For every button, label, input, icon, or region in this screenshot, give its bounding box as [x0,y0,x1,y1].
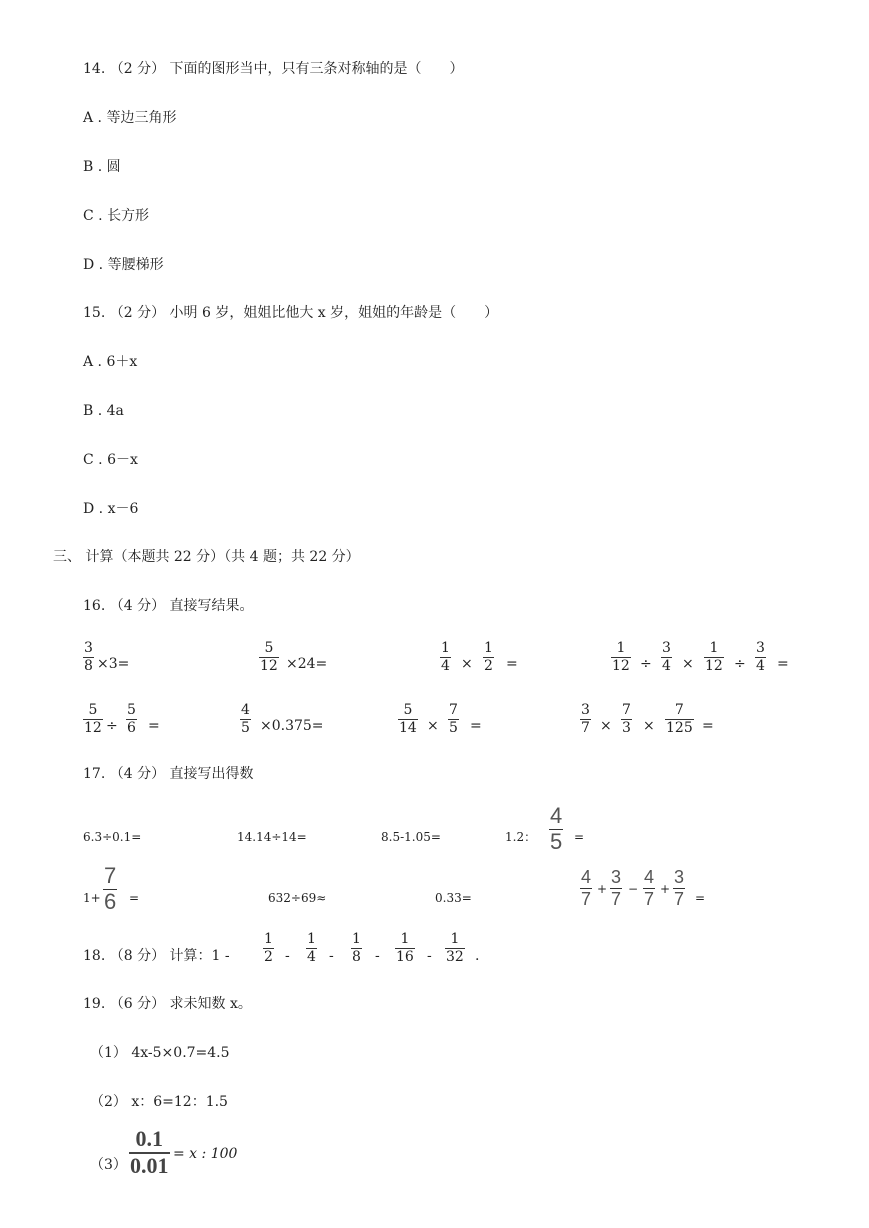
q14-option-d[interactable]: D . 等腰梯形 [83,257,164,273]
denominator: 4 [307,949,316,965]
q16-r2-a-op: ÷ [106,718,118,734]
q19-part-3-label: （3） [90,1157,127,1173]
q15-option-b[interactable]: B . 4a [83,403,124,419]
q16-r2-b-fraction [240,703,251,735]
numerator: 3 [756,640,765,656]
q16-r2-a2-fraction [126,703,137,735]
q16-r1-d-op2: × [682,656,694,672]
q16-r1-b-fraction [259,641,279,673]
q14-option-a[interactable]: A . 等边三角形 [83,110,177,126]
q17-item-h-eq: = [695,891,706,905]
numerator: 1 [616,640,626,656]
q16-r2-d3-fraction [665,703,694,735]
q19-part-3-fraction [129,1128,170,1177]
denominator: 2 [264,949,273,965]
q18-fraction-5 [445,932,465,964]
denominator: 12 [84,720,102,736]
q14-option-c[interactable]: C . 长方形 [83,208,150,224]
q16-r1-d3-fraction [704,641,724,673]
denominator: 3 [622,720,631,736]
q15-option-d[interactable]: D . x－6 [83,501,139,517]
numerator: 3 [581,702,590,718]
denominator: 5 [550,829,563,854]
q17-item-b: 14.14÷14= [237,830,307,844]
q19-part-2: （2） x：6=12：1.5 [90,1094,228,1110]
q16-r2-a1-fraction [83,703,103,735]
numerator: 1 [264,931,273,947]
numerator: 1 [709,640,719,656]
q19-stem: 19. （6 分） 求未知数 x。 [83,996,252,1012]
numerator: 3 [611,867,622,887]
denominator: 7 [581,889,592,909]
numerator: 1 [400,931,410,947]
q16-r1-a-tail: ×3= [97,656,130,672]
q17-item-e-prefix: 1+ [83,891,101,905]
q18-op-3: - [375,948,380,964]
denominator: 14 [399,720,417,736]
numerator: 1 [352,931,361,947]
q16-r1-b-tail: ×24= [286,656,328,672]
q16-r2-c1-fraction [398,703,418,735]
q16-r1-a-fraction [83,641,94,673]
q17-item-e-eq: = [129,891,140,905]
denominator: 125 [666,720,693,736]
q16-r1-d-op1: ÷ [640,656,652,672]
q17-stem: 17. （4 分） 直接写出得数 [83,766,254,782]
q17-item-d-prefix: 1.2： [505,830,537,844]
q17-item-g: 0.33= [435,891,472,905]
numerator: 3 [662,640,671,656]
q16-r2-d-op2: × [643,718,655,734]
q18-fraction-2 [306,932,317,964]
q16-r1-c2-fraction [483,641,494,673]
q18-op-4: - [427,948,432,964]
q16-r1-d4-fraction [755,641,766,673]
q15-option-a[interactable]: A . 6＋x [83,354,138,370]
q17-item-e-fraction [103,865,117,913]
denominator: 4 [662,658,671,674]
numerator: 5 [403,702,413,718]
q17-item-a: 6.3÷0.1= [83,830,142,844]
denominator: 32 [446,949,464,965]
numerator: 1 [307,931,316,947]
q16-stem: 16. （4 分） 直接写结果。 [83,598,254,614]
q19-part-1: （1） 4x-5×0.7=4.5 [90,1045,230,1061]
denominator: 16 [396,949,414,965]
denominator: 4 [441,658,450,674]
denominator: 7 [611,889,622,909]
denominator: 0.01 [130,1153,169,1178]
numerator: 1 [484,640,493,656]
numerator: 7 [674,702,684,718]
q14-option-b[interactable]: B . 圆 [83,159,121,175]
denominator: 7 [644,889,655,909]
q19-part-3-tail: = x : 100 [173,1146,238,1162]
q17-item-h-op2: − [628,882,639,896]
q18-fraction-4 [395,932,415,964]
q17-item-f: 632÷69≈ [268,891,327,905]
q16-r1-c-op: × [461,656,473,672]
q17-item-h4-fraction [673,868,685,908]
q17-item-c: 8.5-1.05= [381,830,441,844]
numerator: 4 [241,702,250,718]
denominator: 4 [756,658,765,674]
q18-op-2: - [329,948,334,964]
section-3-heading: 三、 计算（本题共 22 分）（共 4 题；共 22 分） [53,549,360,565]
q17-item-h3-fraction [643,868,655,908]
denominator: 2 [484,658,493,674]
numerator: 4 [581,867,592,887]
q16-r2-d1-fraction [580,703,591,735]
q16-r2-c-eq: = [470,718,482,734]
denominator: 6 [104,889,117,914]
q17-item-d-fraction [549,805,563,853]
denominator: 7 [581,720,590,736]
q16-r1-d1-fraction [611,641,631,673]
denominator: 12 [612,658,630,674]
numerator: 5 [264,640,274,656]
numerator: 4 [644,867,655,887]
numerator: 5 [127,702,136,718]
q16-r2-c-op: × [427,718,439,734]
numerator: 5 [88,702,98,718]
q17-item-d-eq: = [574,830,585,844]
q16-r1-d2-fraction [661,641,672,673]
q16-r1-c1-fraction [440,641,451,673]
q16-r1-d-eq: = [777,656,789,672]
q16-r2-d-eq: = [702,718,714,734]
q15-stem: 15. （2 分） 小明 6 岁，姐姐比他大 x 岁，姐姐的年龄是（ ） [83,305,499,321]
q17-item-h-op1: + [597,882,608,896]
q17-item-h2-fraction [610,868,622,908]
numerator: 0.1 [135,1126,163,1151]
denominator: 12 [705,658,723,674]
numerator: 3 [84,640,93,656]
q17-item-h1-fraction [580,868,592,908]
q16-r2-b-tail: ×0.375= [260,718,324,734]
denominator: 12 [260,658,278,674]
q18-end: . [475,948,480,964]
q16-r1-d-op3: ÷ [734,656,746,672]
q16-r2-d-op1: × [600,718,612,734]
numerator: 1 [441,640,450,656]
q16-r2-c2-fraction [448,703,459,735]
q16-r2-d2-fraction [621,703,632,735]
denominator: 8 [352,949,361,965]
q14-stem: 14. （2 分） 下面的图形当中，只有三条对称轴的是（ ） [83,61,464,77]
numerator: 1 [450,931,460,947]
q18-fraction-1 [263,932,274,964]
numerator: 3 [674,867,685,887]
q18-stem: 18. （8 分） 计算：1 - [83,948,230,964]
q17-item-h-op3: + [660,882,671,896]
denominator: 5 [241,720,250,736]
denominator: 6 [127,720,136,736]
denominator: 5 [449,720,458,736]
q16-r1-c-eq: = [506,656,518,672]
denominator: 7 [674,889,685,909]
denominator: 8 [84,658,93,674]
numerator: 7 [104,863,117,888]
q18-fraction-3 [351,932,362,964]
numerator: 4 [550,803,563,828]
numerator: 7 [449,702,458,718]
q16-r2-a-eq: = [148,718,160,734]
q18-op-1: - [285,948,290,964]
numerator: 7 [622,702,631,718]
q15-option-c[interactable]: C . 6－x [83,452,138,468]
